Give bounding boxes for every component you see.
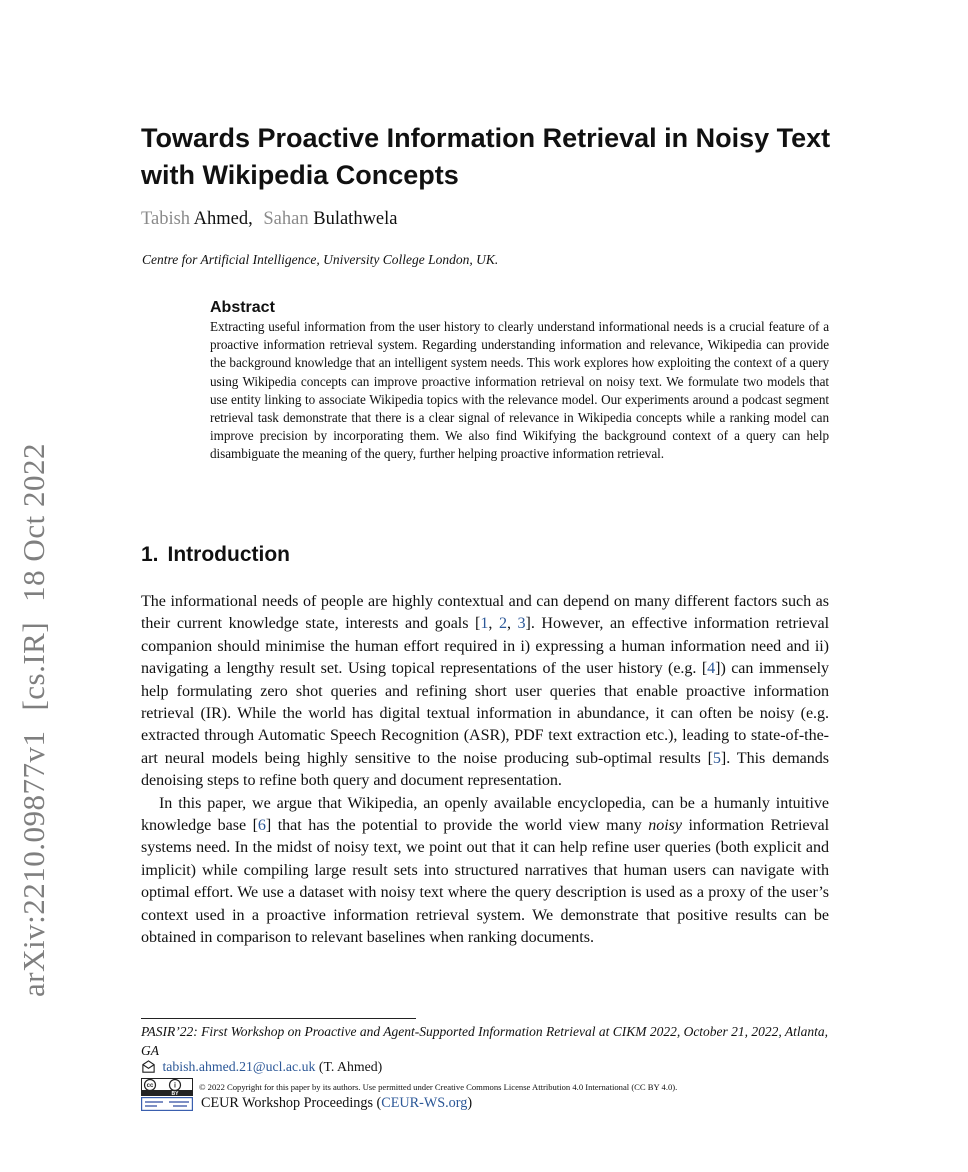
citation-link[interactable]: 1 [480,615,489,633]
section-heading [141,543,290,567]
author-last-name: Bulathwela [313,209,398,229]
text-run: , [488,615,499,633]
paragraph [141,591,829,793]
citation-link[interactable]: 6 [257,817,266,835]
text-run: ) [467,1095,473,1111]
author-last-name: Ahmed, [193,209,253,229]
svg-text:cc: cc [146,1083,154,1089]
text-run: ] that has the potential to provide the world view many [265,817,649,835]
svg-text:BY: BY [171,1091,179,1096]
ceur-link[interactable]: CEUR-WS.org [381,1095,468,1111]
section-title: Introduction [167,543,290,566]
text-run: , [506,615,518,633]
paragraph [141,793,829,950]
license-line [141,1078,677,1096]
citation-link[interactable]: 5 [712,749,721,767]
text-run: ]. However, an effective information retrieval companion should minimise the human effort required in i) expressing a human information need and ii) navigating a lengthy result set. Using topical representations of the user history (e.g. [ [141,615,829,678]
arxiv-category: [cs.IR] [16,621,51,711]
abstract-text: Extracting useful information from the user history to clearly understand informational needs is a crucial feature of a proactive information retrieval system. Regarding understanding information and relevance, Wikipedia can provide the background knowledge that an intelligent system needs. This work explores how exploiting the context of a query using Wikipedia concepts can improve proactive information retrieval on noisy text. We formulate two models that use entity linking to associate Wikipedia topics with the relevance model. Our experiments around a podcast segment retrieval task demonstrate that there is a clear signal of relevance in Wikipedia concepts while a ranking model can improve precision by incorporating them. We also find Wikifying the background context of a query can help disambiguate the meaning of the query, further helping proactive information retrieval. [210,319,829,462]
email-owner: (T. Ahmed) [318,1059,383,1074]
section-number: 1. [141,543,159,566]
introduction-body [141,591,829,950]
venue-text: PASIR’22: First Workshop on Proactive and Agent-Supported Information Retrieval at CIKM 2022, October 21, 2022, Atlanta, GA [141,1024,829,1058]
text-run: The informational needs of people are highly contextual and can depend on many different factors such as their current knowledge state, interests and goals [ [141,593,829,633]
cc-by-badge-icon [141,1078,193,1096]
arxiv-stamp [16,423,52,997]
emphasis: noisy [648,817,682,835]
text-run: ]. This demands denoising steps to refine both query and document representation. [141,749,829,790]
arxiv-date: 18 Oct 2022 [16,443,51,602]
citation-link[interactable]: 2 [498,615,507,633]
author-first-name: Sahan [263,209,309,229]
affiliation: Centre for Artificial Intelligence, University College London, UK. [142,252,499,267]
arxiv-id: arXiv:2210.09877v1 [16,730,51,997]
copyright-text: © 2022 Copyright for this paper by its authors. Use permitted under Creative Commons License Attribution 4.0 International (CC BY 4.0). [199,1082,678,1092]
envelope-icon [141,1059,156,1074]
abstract-heading: Abstract [210,299,275,316]
citation-link[interactable]: 3 [517,615,526,633]
footnote-venue [141,1022,831,1060]
abstract [210,299,829,464]
email-line [141,1059,382,1075]
text-run: In this paper, we argue that Wikipedia, an openly available encyclopedia, can be a humanly intuitive knowledge base [ [141,794,829,835]
paper-title: Towards Proactive Information Retrieval in Noisy Text with Wikipedia Concepts [141,123,831,190]
author-list [141,209,404,230]
author [141,209,253,229]
text-run: information Retrieval systems need. In the midst of noisy text, we point out that it can help refine user queries (both explicit and implicit) while compiling large result sets into structured narratives that human users can navigate with optimal effort. We use a dataset with noisy text where the query description is used as a proxy of the user’s context used in a proactive information retrieval system. We demonstrate that positive results can be obtained in comparison to relevant baselines when ranking documents. [141,817,829,947]
citation-link[interactable]: 4 [707,660,716,678]
author-first-name: Tabish [141,209,191,229]
svg-text:i: i [174,1082,176,1090]
author [263,209,397,229]
proceedings-line [141,1095,472,1112]
proceedings-name: CEUR Workshop Proceedings ( [201,1095,382,1111]
footnote-rule [141,1018,416,1019]
text-run: ]) can immensely help formulating zero shot queries and refining short user queries that enable proactive information retrieval (IR). While the world has digital textual information in abundance, it can often be noisy (e.g. extracted through Automatic Speech Recognition (ASR), PDF text extraction etc.), leading to state-of-the-art neural models being highly sensitive to the noise producing sub-optimal results [ [141,660,830,767]
email-link[interactable]: tabish.ahmed.21@ucl.ac.uk [162,1059,316,1074]
ceur-logo-icon [141,1097,193,1111]
